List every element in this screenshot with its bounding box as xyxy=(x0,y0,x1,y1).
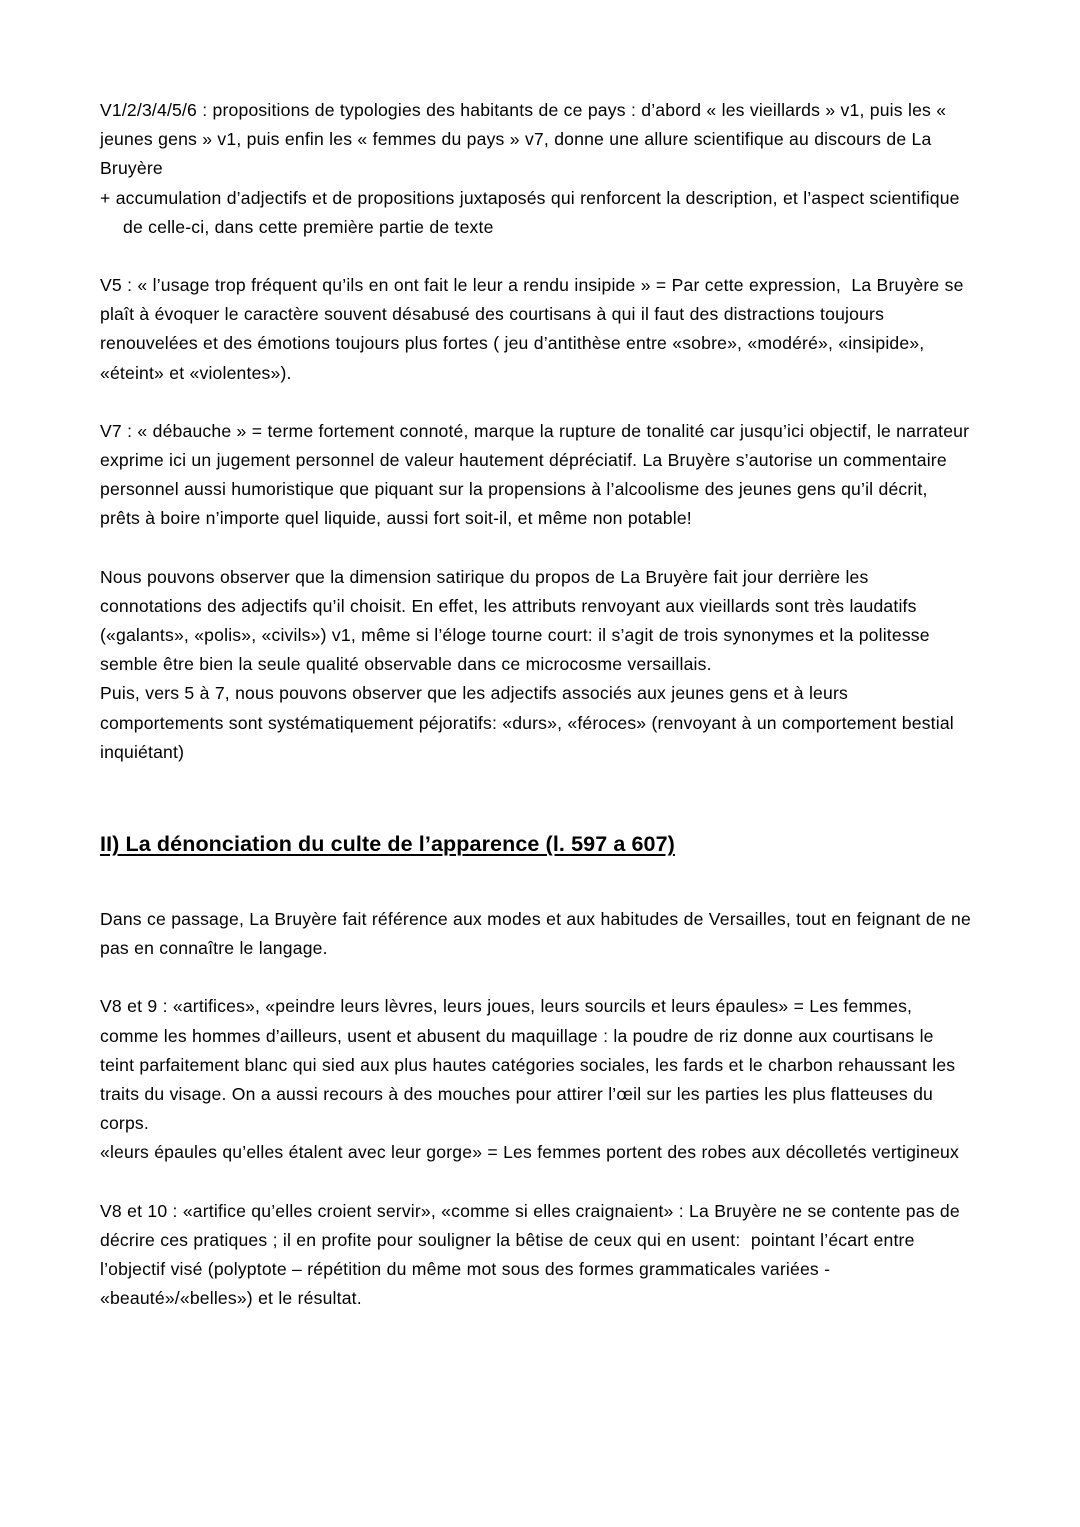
paragraph-v8-et-10: V8 et 10 : «artifice qu’elles croient servir», «comme si elles craignaient» : La Bruyère ne se contente pas de décrire ces pratiques ; il en profite pour souligner la bêtise de ceux qui en usent: pointant l’écart entre l’objectif visé (polyptote – répétition du même mot sous des formes grammaticales variées - xyxy=(100,1200,966,1280)
section-heading-text: II) La dénonciation du culte de l’apparence (l. 597 a 607) xyxy=(100,832,675,857)
paragraph-epaules: «leurs épaules qu’elles étalent avec leur gorge» = Les femmes portent des robes aux décolletés vertigineux xyxy=(100,1142,959,1163)
paragraph-spacer xyxy=(100,963,972,992)
paragraph-spacer xyxy=(100,1168,972,1197)
heading-spacer-bottom xyxy=(100,859,972,905)
paragraph-v5: V5 : « l’usage trop fréquent qu’ils en ont fait le leur a rendu insipide » = Par cette expression, La Bruyère se plaît à évoquer le caractère souvent désabusé des courtisans à qui il faut des distractions toujours renouvelées et des émotions toujours plus fortes ( jeu d’antithèse entre «sobre», «modéré», «insipide», «éteint» et «violentes»). xyxy=(100,275,969,383)
section-heading-part-two xyxy=(100,829,972,859)
paragraph-jeunes-gens: Puis, vers 5 à 7, nous pouvons observer que les adjectifs associés aux jeunes gens et à leurs comportements sont systématiquement péjoratifs: «durs», «féroces» (renvoyant à un comportement bestial inquiétant) xyxy=(100,683,960,762)
heading-spacer-top xyxy=(100,767,972,829)
document-body xyxy=(100,96,977,1314)
paragraph-satire: Nous pouvons observer que la dimension satirique du propos de La Bruyère fait jour derrière les connotations des adjectifs qu’il choisit. En effet, les attributs renvoyant aux vieillards sont très laudatifs («galants», «polis», «civils») v1, même si l’éloge tourne court: il s’agit de trois synonymes et la politesse semble être bien la seule qualité observable dans ce microcosme versaillais. xyxy=(100,566,935,675)
paragraph-spacer xyxy=(100,242,972,271)
paragraph-beaute-belles: «beauté»/«belles») et le résultat. xyxy=(100,1288,362,1309)
paragraph-spacer xyxy=(100,534,972,563)
paragraph-accumulation: + accumulation d’adjectifs et de propositions juxtaposés qui renforcent la description, et l’aspect scientifique de celle-ci, dans cette première partie de texte xyxy=(100,187,965,237)
paragraph-typologies: V1/2/3/4/5/6 : propositions de typologies des habitants de ce pays : d’abord « les vieillards » v1, puis les « jeunes gens » v1, puis enfin les « femmes du pays » v7, donne une allure scientifique au discours de La Bruyère xyxy=(100,100,952,179)
paragraph-passage-intro: Dans ce passage, La Bruyère fait référence aux modes et aux habitudes de Versailles, tout en feignant de ne pas en connaître le langage. xyxy=(100,909,977,959)
paragraph-v7: V7 : « débauche » = terme fortement connoté, marque la rupture de tonalité car jusqu’ici objectif, le narrateur exprime ici un jugement personnel de valeur hautement dépréciatif. La Bruyère s’autorise un commentaire personnel aussi humoristique que piquant sur la propensions à l’alcoolisme des jeunes gens qu’il décrit, prêts à boire n’importe quel liquide, aussi fort soit-il, et même non potable! xyxy=(100,420,975,529)
paragraph-v8-et-9: V8 et 9 : «artifices», «peindre leurs lèvres, leurs joues, leurs sourcils et leurs épaules» = Les femmes, comme les hommes d’ailleurs, usent et abusent du maquillage : la poudre de riz donne aux courtisans le teint parfaitement blanc qui sied aux plus hautes catégories sociales, les fards et le charbon rehaussant les traits du visage. On a aussi recours à des mouches pour attirer l’œil sur les parties les plus flatteuses du corps. xyxy=(100,996,961,1134)
paragraph-spacer xyxy=(100,388,972,417)
